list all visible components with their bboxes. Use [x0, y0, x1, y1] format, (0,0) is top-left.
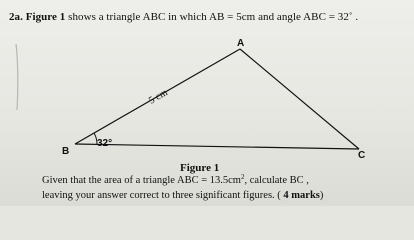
side-bc [75, 144, 359, 149]
vertex-c-label: C [358, 150, 366, 161]
side-ab-length: 5 cm [147, 87, 170, 107]
instruction-line-1-text: Given that the area of a triangle ABC = 13.5cm [42, 175, 241, 186]
vertex-a-label: A [237, 38, 245, 49]
area-unit-exponent: 2 [240, 173, 245, 181]
instruction-line-1 [42, 175, 309, 186]
instruction-line-1-end: , calculate BC , [244, 175, 309, 186]
marks-label: 4 marks [283, 190, 320, 201]
side-ac [240, 49, 359, 149]
question-text: shows a triangle ABC in which AB = 5cm and angle ABC = 32˚ . [68, 11, 359, 23]
question-number: 2a. [9, 11, 23, 23]
vertex-b-label: B [62, 146, 70, 157]
margin-stroke [16, 44, 18, 110]
figure-caption: Figure 1 [180, 162, 220, 174]
angle-value: 32° [97, 138, 113, 149]
figure-reference: Figure 1 [25, 11, 66, 23]
instruction-line-2-text: leaving your answer correct to three significant figures. ( [42, 190, 284, 201]
marks-close-paren: ) [319, 190, 324, 201]
instruction-line-2 [42, 190, 323, 201]
